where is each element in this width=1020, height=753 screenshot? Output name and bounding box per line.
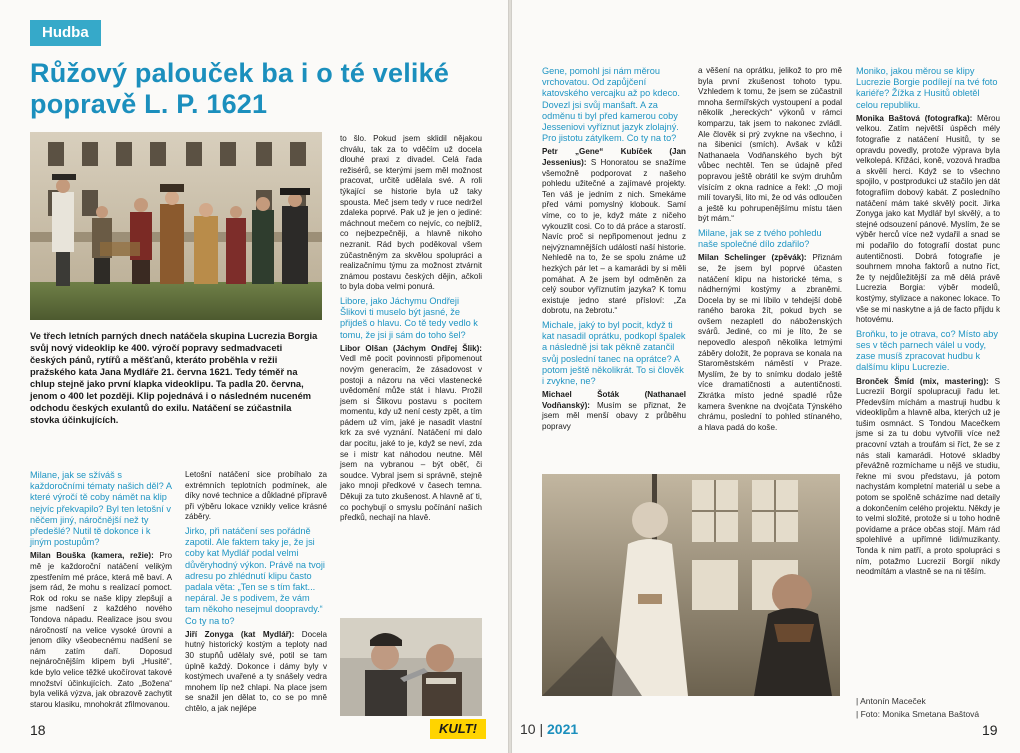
speaker-name: Michael Šoták (Nathanael Vodňanský): [542,390,686,410]
interview-answer [542,147,686,317]
interview-question: Libore, jako Jáchymu Ondřeji Šlikovi ti muselo být jasné, že přijdeš o hlavu. Co tě tedy vedlo k tomu, že jsi ji sám do toho šel? [340,295,478,340]
speaker-name: Bronček Šmíd (mix, mastering): [856,376,989,386]
answer-text: Měrou velkou. Zatím největší úspěch mély fotografie z natáčení Husitů, ty se opravdu povedly, protože výprava byla velkolepá. Křižáci, koně, vozová hradba a skvělí herci. Když se to všechno spojilo, v postprodukci už stačilo jen dát fotografiím dobový kabát. Z posledního natáčení mám také skvělý pocit. Jirka Zonyga jako kat Mydlář byl skvělý, a to stejné odsouzení pánové. Myslím, že se výběr herců více než vydařil a snad se mi podařilo do fotografií dostat punc autentičnosti. Dobrá fotografie je souhrnem mnoha faktorů a nutno říct, že ty nejdůležitější za mě dělá právě Lucrezia Borgia: výběr modelů, kostýmy, stylizace a nakonec lokace. To vše se mi naskytne a já de facto přijdu k hotovému. [856,113,1000,325]
interview-answer [856,377,1000,578]
right-column-3 [856,66,1000,581]
photo-credit: | Foto: Monika Smetana Baštová [856,709,980,719]
interview-question: Jirko, při natáčení ses pořádně zapotil. Ale faktem taky je, že jsi coby kat Mydlář podal velmi důvěryhodný výkon. Právě na tvoji adresu po zhlédnutí klipu často padala věta: „Ten se s tím fakt... nepáral. Je s podivem, že vám tam někoho nesejmul doopravdy.“ Co ty na to? [185,525,325,626]
interview-question: Gene, pomohl jsi nám měrou vrchovatou. Od zapůjčení katovského vercajku až po kdeco. Dovezl jsi svůj manšaft. A za odměnu ti byl před kamerou coby Jesseniovi vyříznut jazyk zlolajný. Pro jistotu zátylkem. Co ty na to? [542,66,680,144]
left-page [0,0,508,753]
issue-number: 10 [520,721,536,737]
interview-question: Broňku, to je otrava, co? Místo aby ses v těch parnech válel u vody, zase musíš zpracovat hudbu k dalšímu klipu Lucrezie. [856,328,998,373]
issue-year: 2021 [547,721,579,737]
speaker-name: Libor Olšan (Jáchym Ondřej Šlik): [340,343,482,353]
execution-scene-image [542,474,840,696]
answer-text: to šlo. Pokud jsem sklidil nějakou chválu, tak za to vděčím už docela dlouhé praxi z divadel. Celá řada režisérů, se kterými jsem měl možnost pracovat, určitě udělala své. A roli týkající se historie byla už taky spousta. Meč jsem tedy v ruce nedržel zdaleka poprvé. Pak už je jen o jediné: máchnout mečem co nejvíc, co nejblíž, co nejbezpečněji, a hlavně nikoho nezranit. Rád bych poděkoval všem zúčastněným za skvělou spolupráci a realizačnímu týmu za možnost ztvárnit známou postavu českých dějin, ačkoli to byla doba velmi ponurá. [340,134,482,292]
answer-text: Vedl mě pocit povinnosti připomenout novým generacím, že zásadovost v postoji a názoru na věci vlastenecké uvědomění může stát i hlavu. Prožil jsem si Šlikovu postavu s pocitem momentu, kdy už není cesty zpět, a tím pádem už vím, jaké je nasadit vlastní krk za své vyznání. Natáčení mi dalo dar pocitu, jaké to je, když se neví, zda se i mistr kat náhodou neutne. Měl jsem na vybranou – být oběť, či soudce. Vybral jsem si správně, stejně jako mnoji předkové v časech temna. Děkuji za tuto zkušenost. A hlavně ať ti, co pochybují o smyslu počínání našich předků, nechají na hlavě. [340,354,482,523]
interview-answer [185,630,327,715]
right-column-1 [542,66,686,436]
left-column-3 [340,134,482,527]
answer-text: S Honoratou se snažíme všemožně podporovat z našeho pohledu užitečné a zajímavé projekty. Ten váš je jedním z nich. Smekáme před vámi pomyslný klobouk. Samí víme, co to je, když máte z ničeho vykouzlit cosi. Co to dá práce a starostí. Navíc proč si nepřipomenout jednu z nejvýznamnějších událostí naší historie. Nehledě na to, že se spolu známe už hezkých pár let – a kamarádi by si měli pomáhat. A že jsem byl odměněn za celý soubor vyříznutím jazyka? K tomu existuje jedno staré přísloví: „Za dobrotu, na žebrotu.“ [542,158,686,316]
answer-text: Přiznám se, že jsem byl poprvé účasten natáčení klipu na historické téma, s nádhernými kostýmy a zbraněmi. Docela by se mi líbilo v tehdejší době raného baroka žít, pokud bych se ovšem nezapletl do náboženských svárů. Jediné, co mi je líto, že se nepovedlo alespoň několika letmými záběry doložit, že poprava se konala na Staroměstském náměstí v Praze. Myslím, že by to snímku dodalo ještě více dramatičnosti a autentičnosti. Zkrátka místo jedné spadlé růže kamera švenkne na dvojčata Týnského chrámu, poslední to pohled stínaného, a hlava padá do koše. [698,253,842,432]
speaker-name: Jiří Zonyga (kat Mydlář): [185,629,295,639]
executioner-photo-image [340,618,482,716]
interview-question: Milane, jak se z tvého pohledu naše společné dílo zdařilo? [698,227,822,250]
interview-question: Moniko, jakou měrou se klipy Lucrezie Borgie podílejí na tvé foto kariéře? Žížka z Husitů obletěl celou republiku. [856,66,998,110]
speaker-name: Petr „Gene“ Kubíček (Jan Jessenius): [542,147,686,168]
right-column-2 [698,66,842,436]
answer-text: Letošní natáčení sice probíhalo za extrémních teplotních podmínek, ale díky nové technice a důkladné přípravě při výběru lokace vznikly velice krásné záběry. [185,470,327,522]
left-page-number: 18 [30,722,46,738]
execution-scene-photo [542,474,840,696]
answer-text: Docela hutný historický kostým a teploty nad 30 stupňů udělaly své, potil se tam úplně každý. Dokonce i dámy byly v kostýmech uvařené a ty snášely vedra mnohem líp než chlapi. Na place jsem se snažil jen dělat to, co se po mně chtělo, a jak nejlépe [185,629,327,713]
kult-badge: KULT! [430,719,486,739]
speaker-name: Monika Baštová (fotografka): [856,113,973,123]
executioner-photo [340,618,482,716]
answer-text: Pro mě je každoroční natáčení velikým zpestřením mé práce, která mě baví. A jsem rád, že mohu s realizací pomoct. Rok od roku se naše klipy zlepšují a jsme nadšení z každého nového Tondova nápadu. Realizace jsou svou náročností na velice vysoké úrovni a jenom díky všeobecnému nadšení se nám zatím daří. Doposud nejnáročnějším klipem byli „Husité“, kde bylo velice těžké ukočírovat takové množství účinkujících. Zato „Božena“ byla veliká výzva, jak obrazově zachytit starou klasiku, mnohokrát zfilmovanou. [30,551,173,709]
interview-answer [856,114,1000,326]
left-column-1 [30,470,172,713]
issue-info: 10 | 2021 [520,721,579,737]
interview-question: Michale, jaký to byl pocit, když ti kat nasadil oprátku, podkopl špalek a následně jsi tak pěkně zatančil svůj poslední tanec na oprátce? A potom ještě několikrát. To si člověk i zvykne, ne? [542,319,686,386]
interview-answer [30,551,172,710]
speaker-name: Milan Schelinger (zpěvák): [698,253,807,263]
right-page-number: 19 [982,722,998,738]
band-photo [30,132,322,320]
article-headline: Růžový palouček ba i o té veliké popravě L. P. 1621 [30,58,450,119]
interview-answer [698,253,842,433]
right-page [512,0,1020,753]
section-tag: Hudba [30,20,101,46]
band-photo-image [30,132,322,320]
author-credit: | Antonín Maceček [856,696,926,706]
interview-question: Milane, jak se sžíváš s každoročními tématy našich děl? A které výročí tě coby námět na klip nejvíc překvapilo? Byl ten letošní v něčem jiný, náročnější než ty předešlé? Nutil tě dokonce i k jiným postupům? [30,470,172,548]
left-column-2 [185,470,327,718]
interview-answer [340,134,482,293]
interview-answer [185,470,327,523]
speaker-name: Milan Bouška (kamera, režie): [30,551,154,561]
answer-text: S Lucrezií Borgií spolupracuji řadu let. Především míchám a mastruji hudbu k videoklipům a hlavně alba, kterých už je tušim osmnáct. S Tondou Macečkem jsme si za tu dobu vytvořili více než pracovní vztah a troufám si říct, že se z nás stali kamarádi. Hotové skladby převážně rozmíchame u nějš ve studiu, řekne mi svou představu, já potom nachystám kompletní materiál u sebe a potom se spolčně scházíme nad detaily a dokončením celého projektu. Někdy je to velmi složité, protože si u toho hodně povídame a práce občas stojí. Mám rád spolehlivé a upřímné lidi/muzikanty. Tonda k nim patří, a proto spolupráci s ním, potažmo Lucrezií Borgií nikdy neodmítám a vlastně se na ni těším. [856,376,1001,577]
interview-answer [542,390,686,432]
article-lead: Ve třech letních parných dnech natáčela skupina Lucrezia Borgia svůj nový videoklip ke 400. výročí popravy sedmadvaceti českých pánů, rytířů a měšťanů, kteráto proběhla v režii pražského kata Jana Mydláře 21. června 1621. Tedy téměř na chlup stejně jako první klapka videoklipu. Ta padla 20. června, jenom o 400 let později. Klip pojednává i o následném nuceném odchodu českých exulantů do exilu. Natáčení se zúčastnila stovka účinkujících. [30,331,318,425]
interview-answer [340,344,482,524]
answer-text: Musím se přiznat, že jsem měl menší obavy z průběhu popravy [542,400,687,431]
interview-answer [698,66,842,225]
answer-text: a věšení na oprátku, jelikož to pro mě byla první zkušenost tohoto typu. Vzhledem k tomu, že jsem se zúčastnil mnoha šermířských vystoupení a podal několik „hereckých“ výkonů v rámci komparzu, tak jsem to nakonec zvládl. Ale člověk si prý zvykne na všechno, i na šibenici (smích). Avšak v kůži Nathanaela Vodňanského bych být vůbec nechtěl. Ten se údajně před popravou ještě obrátil ke svým druhům vísícím z okna radnice a řekl: „O moji milí tovaryši, lito mi, že od vás odloučen a ještě ku pohrupenějšímu místu táen být mám.“ [698,66,842,224]
